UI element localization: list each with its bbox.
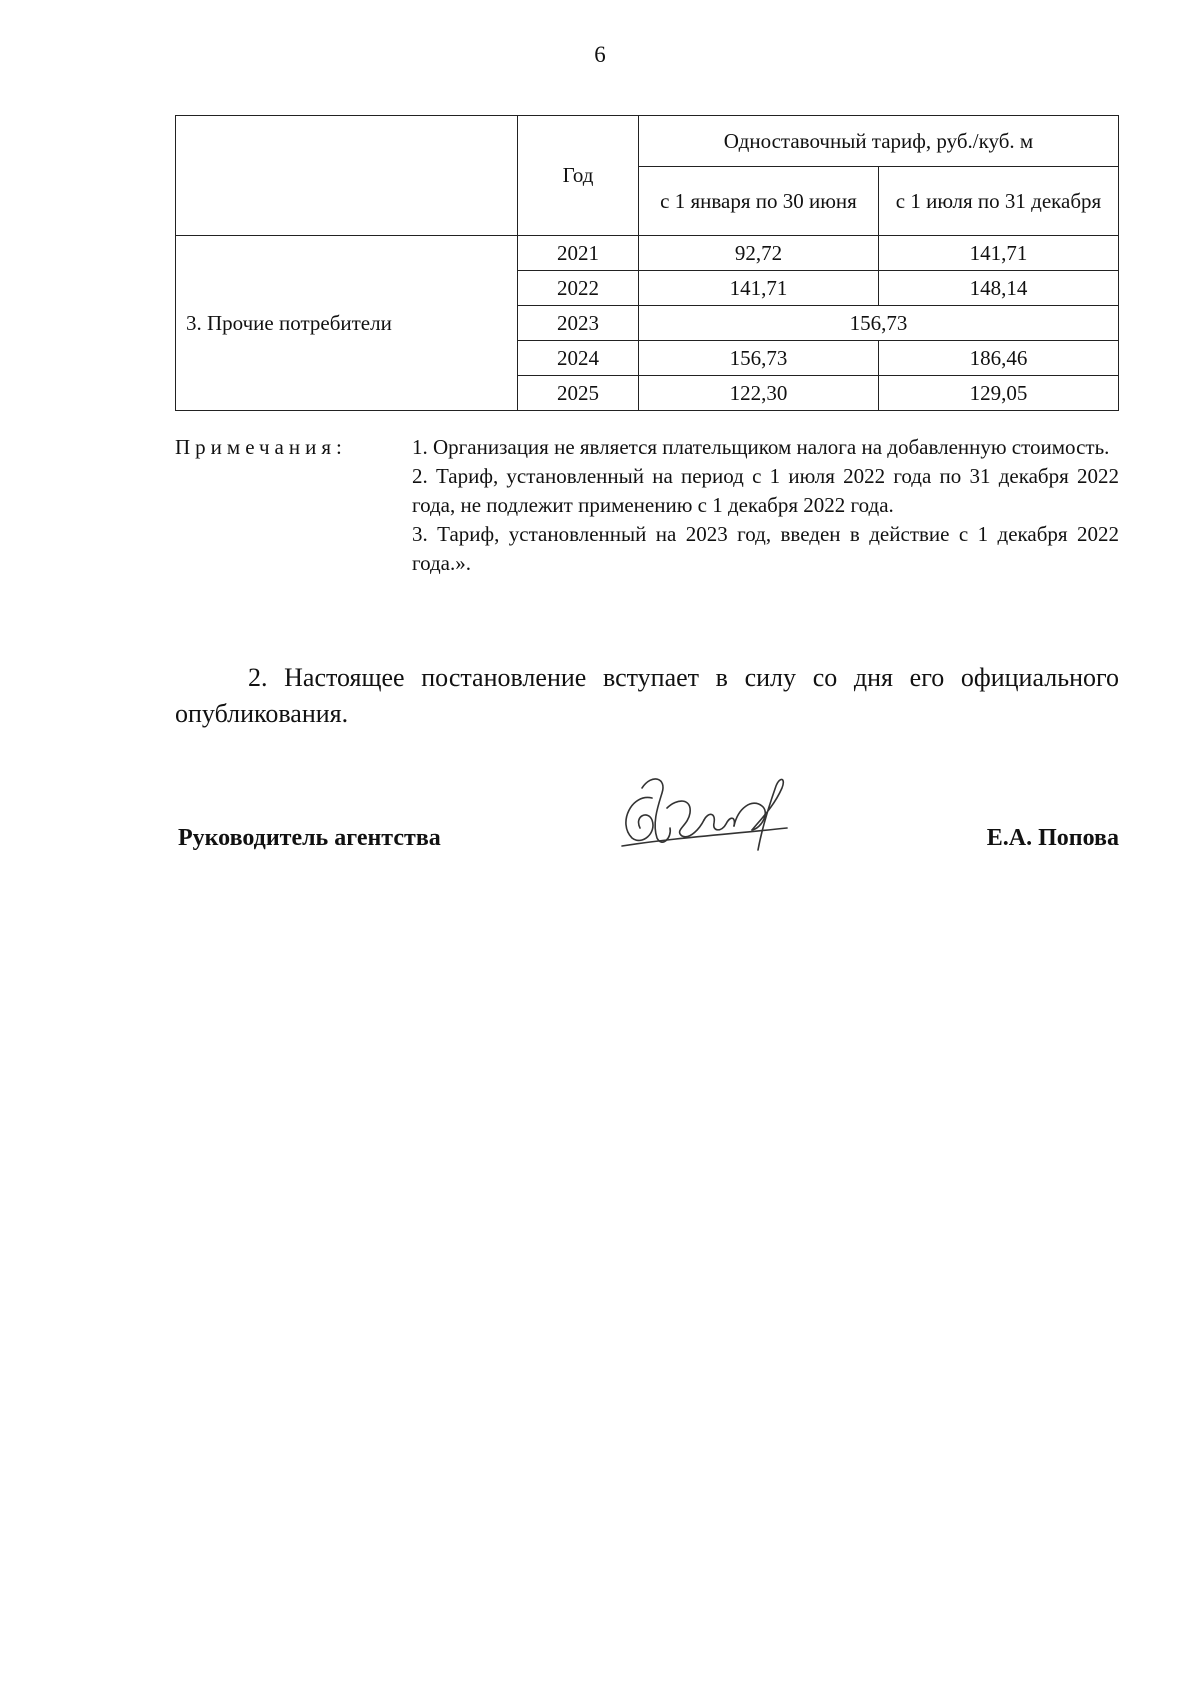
tariff-cell-p2: 186,46 [879, 341, 1119, 376]
year-cell: 2022 [518, 271, 639, 306]
signer-title: Руководитель агентства [178, 825, 441, 851]
note-item: 2. Тариф, установленный на период с 1 июля 2022 года по 31 декабря 2022 года, не подлежит применению с 1 декабря 2022 года. [412, 464, 1119, 517]
signer-name: Е.А. Попова [986, 825, 1119, 851]
notes-label: Примечания: [175, 435, 347, 459]
header-period-2: с 1 июля по 31 декабря [879, 167, 1119, 236]
effective-date-paragraph: 2. Настоящее постановление вступает в силу со дня его официального опубликования. [175, 663, 1119, 728]
table-header-row [176, 116, 1119, 167]
consumer-cell: 3. Прочие потребители [176, 236, 518, 411]
tariff-cell-p1: 92,72 [639, 236, 879, 271]
note-item: 1. Организация не является плательщиком налога на добавленную стоимость. [412, 435, 1110, 459]
header-blank-cell [176, 116, 518, 236]
year-cell: 2023 [518, 306, 639, 341]
tariff-table [175, 115, 1119, 411]
note-item: 3. Тариф, установленный на 2023 год, введен в действие с 1 декабря 2022 года.». [412, 522, 1119, 575]
year-cell: 2024 [518, 341, 639, 376]
tariff-cell-p2: 141,71 [879, 236, 1119, 271]
year-cell: 2025 [518, 376, 639, 411]
tariff-cell-p2: 148,14 [879, 271, 1119, 306]
header-period-1: с 1 января по 30 июня [639, 167, 879, 236]
handwritten-signature [612, 768, 802, 858]
header-tariff-title: Одноставочный тариф, руб./куб. м [639, 116, 1119, 167]
table-row [176, 236, 1119, 271]
header-year: Год [518, 116, 639, 236]
year-cell: 2021 [518, 236, 639, 271]
page-number: 6 [594, 42, 606, 67]
tariff-cell-p1: 156,73 [639, 341, 879, 376]
tariff-cell-merged: 156,73 [639, 306, 1119, 341]
notes-list [412, 433, 1119, 578]
tariff-cell-p1: 141,71 [639, 271, 879, 306]
tariff-cell-p2: 129,05 [879, 376, 1119, 411]
tariff-cell-p1: 122,30 [639, 376, 879, 411]
